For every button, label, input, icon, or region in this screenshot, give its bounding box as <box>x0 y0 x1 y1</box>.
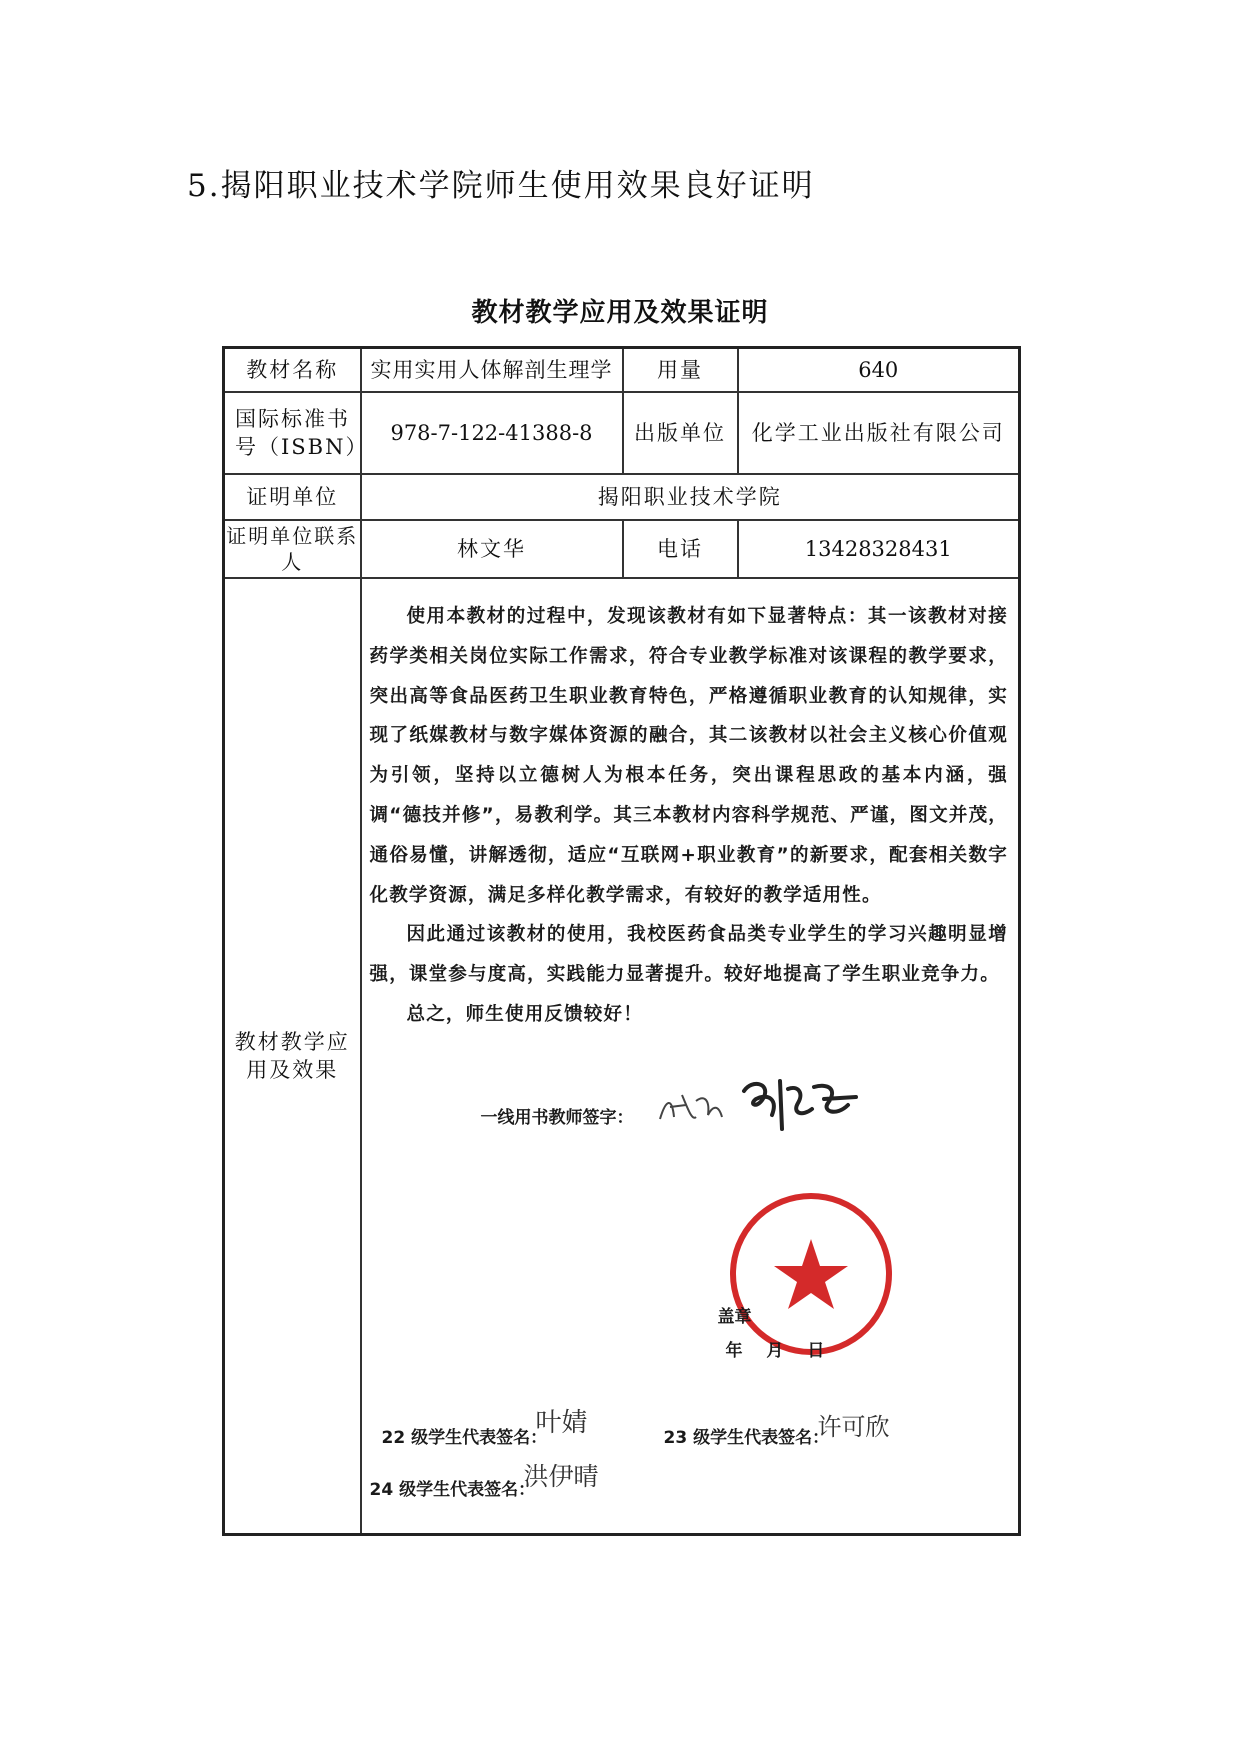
textbook-name-label: 教材名称 <box>224 348 361 393</box>
seal-label: 盖章 <box>717 1307 752 1327</box>
isbn-label: 国际标准书号（ISBN） <box>224 392 361 474</box>
form-title: 教材教学应用及效果证明 <box>471 298 769 328</box>
isbn-value: 978-7-122-41388-8 <box>361 392 623 474</box>
effect-paragraph-3: 总之，师生使用反馈较好！ <box>406 1003 643 1025</box>
contact-label: 证明单位联系人 <box>224 520 361 578</box>
effect-paragraph-1: 使用本教材的过程中，发现该教材有如下显著特点：其一该教材对接药学类相关岗位实际工作需求，符合专业教学标准对该课程的教学要求，突出高等食品医药卫生职业教育特色，严格遵循职业教育的认知规律，实现了纸媒教材与数字媒体资源的融合，其二该教材以社会主义核心价值观为引领，坚持以立德树人为根本任务，突出课程思政的基本内涵，强调“德技并修”，易教利学。其三本教材内容科学规范、严谨，图文并茂，通俗易懂，讲解透彻，适应“互联网+职业教育”的新要求，配套相关数字化教学资源，满足多样化教学需求，有较好的教学适用性。 <box>369 606 1008 906</box>
date-label: 年 月 日 <box>725 1341 825 1361</box>
grade22-signature-label: 22 级学生代表签名： <box>381 1428 548 1448</box>
certificate-table <box>222 346 1021 1536</box>
quantity-label: 用量 <box>623 348 738 393</box>
official-seal <box>726 1189 896 1359</box>
grade24-signature-name: 洪伊晴 <box>523 1462 599 1491</box>
phone-value: 13428328431 <box>738 520 1020 578</box>
textbook-name-value: 实用实用人体解剖生理学 <box>361 348 623 393</box>
grade24-signature-label: 24 级学生代表签名： <box>369 1480 536 1500</box>
contact-value: 林文华 <box>361 520 623 578</box>
teacher-signature-label: 一线用书教师签字： <box>480 1108 634 1128</box>
effect-label: 教材教学应用及效果 <box>224 578 361 1535</box>
effect-paragraph-2: 因此通过该教材的使用，我校医药食品类专业学生的学习兴趣明显增强，课堂参与度高，实践能力显著提升。较好地提高了学生职业竞争力。 <box>369 924 1008 986</box>
publisher-label: 出版单位 <box>623 392 738 474</box>
cert-unit-label: 证明单位 <box>224 474 361 520</box>
grade23-signature-name: 许可欣 <box>817 1413 890 1441</box>
quantity-value: 640 <box>738 348 1020 393</box>
effect-text <box>362 579 1019 1035</box>
cert-unit-value: 揭阳职业技术学院 <box>361 474 1020 520</box>
grade23-signature-label: 23 级学生代表签名： <box>663 1428 830 1448</box>
teacher-handwritten-signatures <box>652 1059 882 1149</box>
page-heading: 5.揭阳职业技术学院师生使用效果良好证明 <box>187 168 815 204</box>
grade22-signature-name: 叶婧 <box>535 1408 588 1438</box>
publisher-value: 化学工业出版社有限公司 <box>738 392 1020 474</box>
effect-cell <box>361 578 1020 1535</box>
phone-label: 电话 <box>623 520 738 578</box>
